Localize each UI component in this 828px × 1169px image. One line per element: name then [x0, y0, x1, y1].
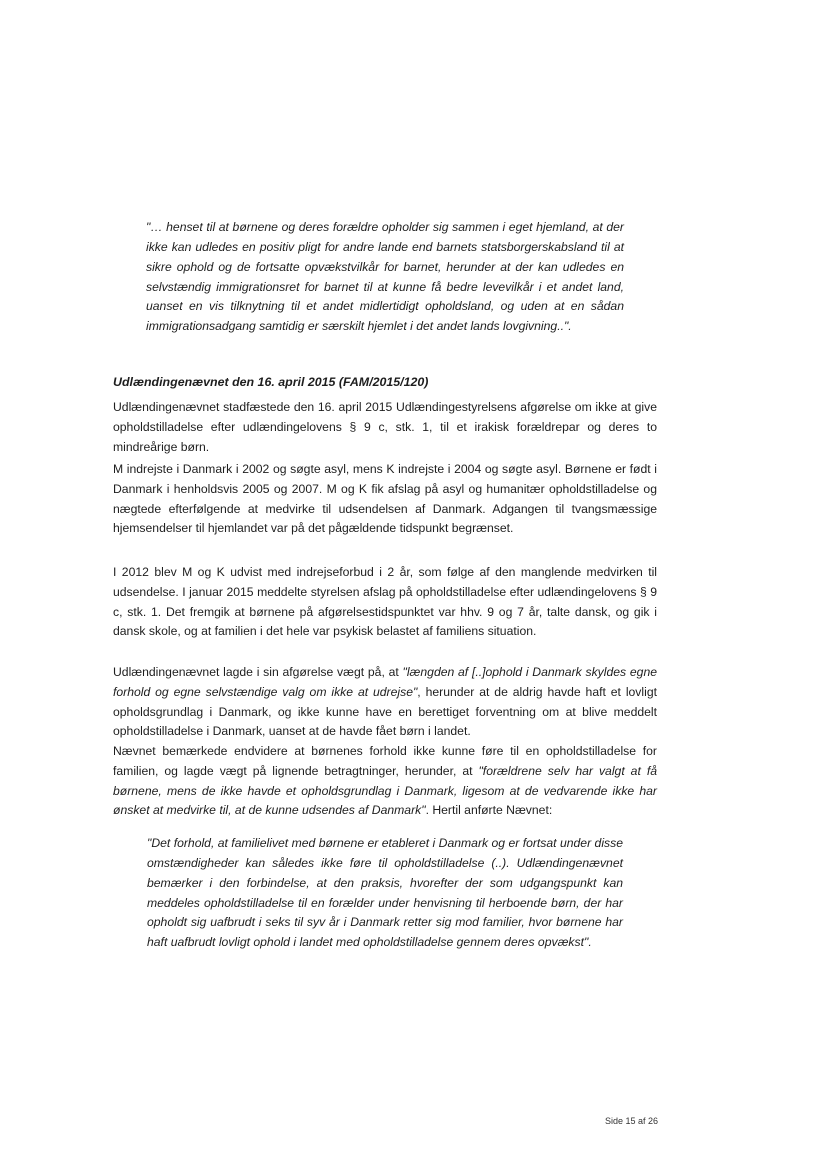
paragraph-board-reasoning-quote: "længden af [..]ophold i Danmark skyldes egne forhold og egne selvstændige valg om ikke at udrejse": [113, 665, 657, 699]
paragraph-children-quote: "forældrene selv har valgt at få børnene, mens de ikke havde et opholdsgrundlag i Danmark, ligesom at de vedvarende ikke har ønsket at medvirke til, at de kunne udsendes af Danmark": [113, 763, 657, 818]
paragraph-children-circumstances: [113, 742, 657, 821]
paragraph-board-reasoning-rest: , herunder at de aldrig havde haft et lovligt opholdsgrundlag i Danmark, og ikke kunne have en berettiget forventning om at blive meddelt opholdstilladelse i Danmark, uanset at de havde fået børn i landet.: [113, 684, 657, 739]
block-quote-top: "… henset til at børnene og deres forældre opholder sig sammen i eget hjemland, at der ikke kan udledes en positiv pligt for andre lande end barnets statsborgerskabsland til at sikre ophold og de fortsatte opvækstvilkår for barnet, herunder at der kan udledes en selvstændig immigrationsret for barnet til at kunne få bedre levevilkår i et andet land, uanset en vis tilknytning til et andet midlertidigt opholdsland, og uden at en sådan immigrationsadgang samtidig er særskilt hjemlet i det andet lands lovgivning..".: [146, 220, 624, 334]
section-heading: Udlændingenævnet den 16. april 2015 (FAM/2015/120): [113, 375, 429, 389]
paragraph-background: M indrejste i Danmark i 2002 og søgte asyl, mens K indrejste i 2004 og søgte asyl. Børnene er født i Danmark i henholdsvis 2005 og 2007. M og K fik afslag på asyl og humanitær opholdstilladelse og nægtede efterfølgende at medvirke til udsendelsen af Danmark. Adgangen til tvangsmæssige hjemsendelser til hjemlandet var på det pågældende tidspunkt begrænset.: [113, 462, 657, 536]
paragraph-children-rest: . Hertil anførte Nævnet:: [425, 803, 553, 818]
paragraph-expulsion: I 2012 blev M og K udvist med indrejseforbud i 2 år, som følge af den manglende medvirken til udsendelse. I januar 2015 meddelte styrelsen afslag på opholdstilladelse efter udlændingelovens § 9 c, stk. 1. Det fremgik at børnene på afgørelsestidspunktet var hhv. 9 og 7 år, talte dansk, og gik i dansk skole, og at familien i det hele var psykisk belastet af familiens situation.: [113, 565, 657, 639]
page-number: Side 15 af 26: [605, 1116, 659, 1126]
paragraph-board-reasoning: [113, 663, 657, 742]
paragraph-children-intro: Nævnet bemærkede endvidere at børnenes forhold ikke kunne føre til en opholdstilladelse for familien, og lagde vægt på lignende betragtninger, herunder, at: [113, 744, 657, 778]
paragraph-decision: Udlændingenævnet stadfæstede den 16. april 2015 Udlændingestyrelsens afgørelse om ikke at give opholdstilladelse efter udlændingelovens § 9 c, stk. 1, til et irakisk forældrepar og deres to mindreårige børn.: [113, 400, 657, 454]
paragraph-board-reasoning-intro: Udlændingenævnet lagde i sin afgørelse vægt på, at: [113, 665, 403, 679]
block-quote-bottom: "Det forhold, at familielivet med børnene er etableret i Danmark og er fortsat under disse omstændigheder kan således ikke føre til opholdstilladelse (..). Udlændingenævnet bemærker i den forbindelse, at den praksis, hvorefter der som udgangspunkt kan meddeles opholdstilladelse til en forælder under henvisning til herboende børn, der har opholdt sig uafbrudt i seks til syv år i Danmark retter sig mod familier, hvor børnene har haft uafbrudt lovligt ophold i landet med opholdstilladelse gennem deres opvækst".: [147, 836, 623, 950]
